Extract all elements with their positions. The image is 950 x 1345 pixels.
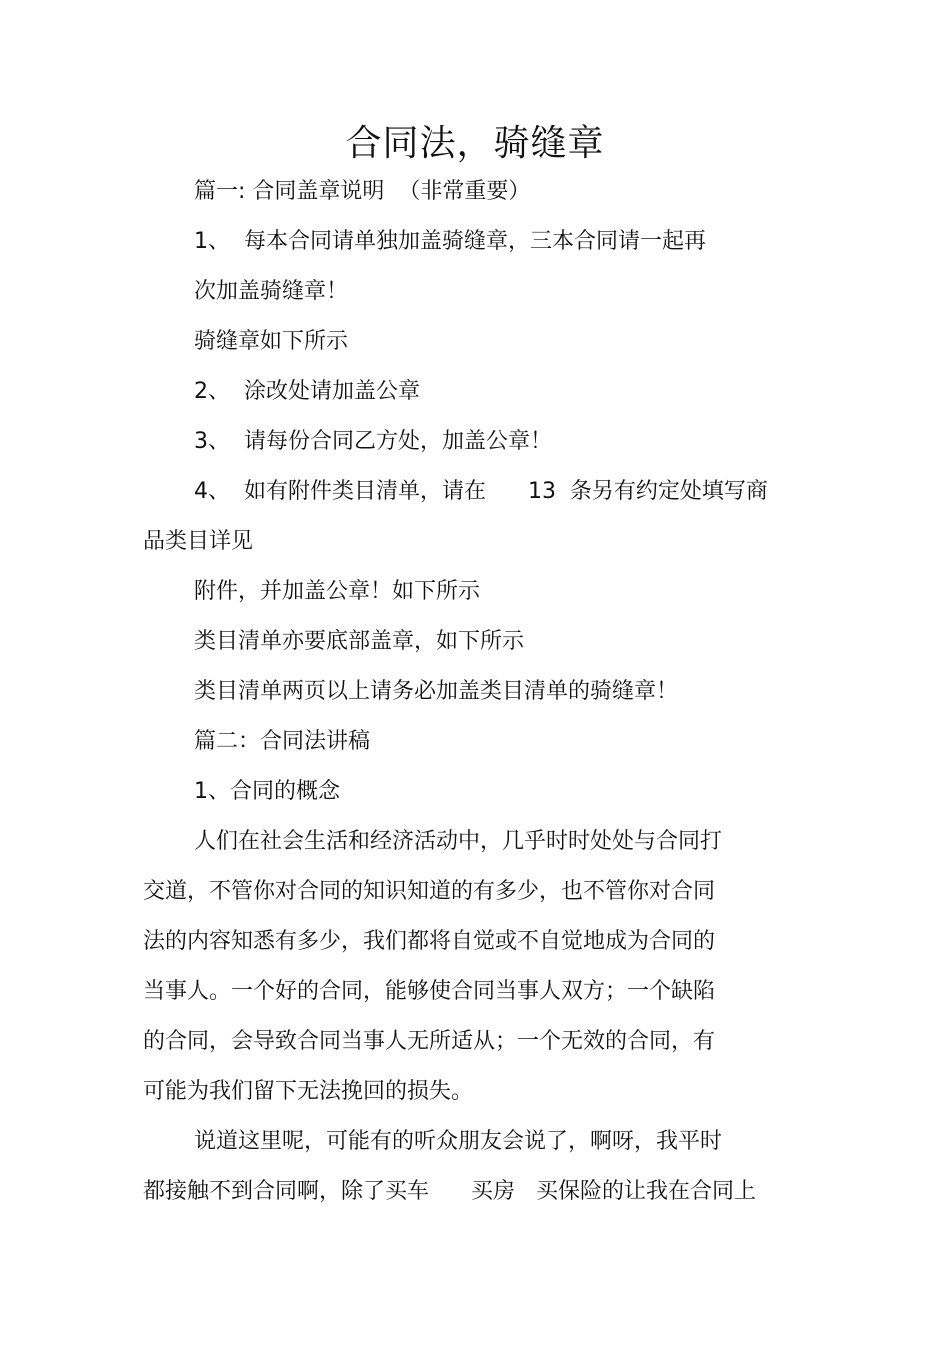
text-line: 交道，不管你对合同的知识知道的有多少，也不管你对合同 [143,879,716,904]
text-line: 2、 涂改处请加盖公章 [194,379,420,404]
text-line: 篇二：合同法讲稿 [194,729,371,754]
text-line: 1、 每本合同请单独加盖骑缝章，三本合同请一起再 [194,229,706,254]
text-line: 法的内容知悉有多少，我们都将自觉或不自觉地成为合同的 [143,929,716,954]
text-line: 3、 请每份合同乙方处，加盖公章！ [194,429,552,454]
text-line: 当事人。一个好的合同，能够使合同当事人双方；一个缺陷 [143,979,716,1004]
text-line: 次加盖骑缝章！ [194,279,349,304]
text-line: 都接触不到合同啊，除了买车 买房 买保险的让我在合同上 [143,1179,756,1204]
text-line: 说道这里呢，可能有的听众朋友会说了，啊呀，我平时 [194,1129,723,1154]
text-line: 品类目详见 [143,529,254,554]
text-line: 骑缝章如下所示 [194,329,349,354]
page-title: 合同法，骑缝章 [345,123,605,164]
text-line: 的合同，会导致合同当事人无所适从；一个无效的合同，有 [143,1029,716,1054]
text-line: 4、 如有附件类目清单，请在 13 条另有约定处填写商 [194,479,768,504]
text-line: 类目清单两页以上请务必加盖类目清单的骑缝章！ [194,679,679,704]
text-line: 人们在社会生活和经济活动中，几乎时时处处与合同打 [194,829,723,854]
text-line: 篇一: 合同盖章说明 （非常重要） [194,179,531,204]
text-line: 类目清单亦要底部盖章，如下所示 [194,629,525,654]
text-line: 可能为我们留下无法挽回的损失。 [143,1079,474,1104]
text-line: 附件，并加盖公章！如下所示 [194,579,481,604]
text-line: 1、合同的概念 [194,779,340,804]
